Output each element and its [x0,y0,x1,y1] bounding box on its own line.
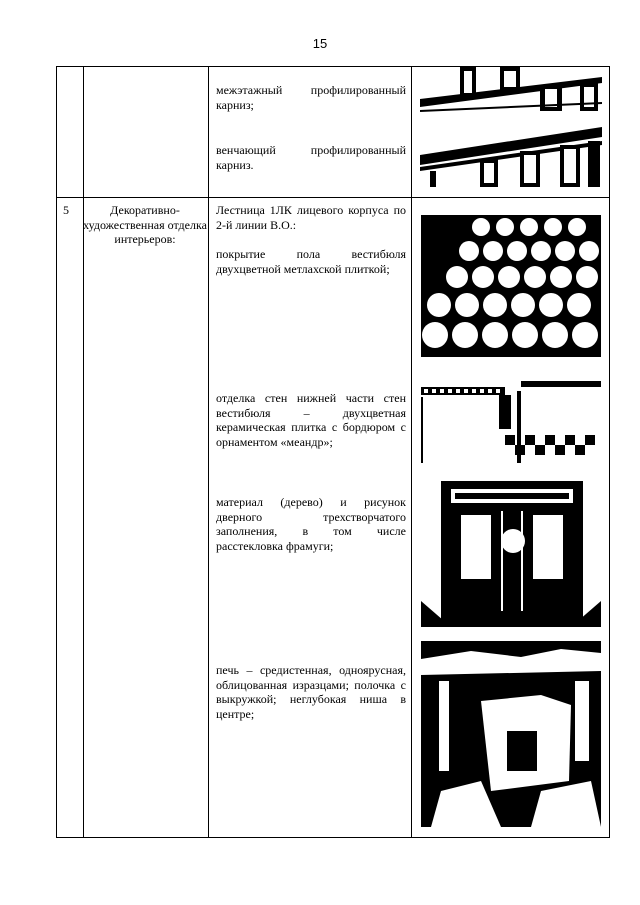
row-divider [57,197,609,198]
photo-interfloor-cornice [420,67,602,113]
item-crowning-cornice: венчающий профилированный карниз. [216,143,406,172]
column-divider [83,67,84,837]
item-wall-tiles: отделка стен нижней части стен вестибюля – двухцветная керамическая плитка с бордюром с орнаментом «меандр»; [216,391,406,449]
monument-table [56,66,610,838]
row-number: 5 [63,203,69,217]
photo-floor-tiles [421,215,601,357]
item-door-filling: материал (дерево) и рисунок дверного трехстворчатого заполнения, в том числе расстекловка фрамуги; [216,495,406,553]
page-number: 15 [312,36,328,51]
photo-crowning-cornice [420,123,602,187]
photo-stove [421,641,601,827]
item-stove: печь – средистенная, одноярусная, облицованная изразцами; полочка с выкружкой; неглубокая ниша в центре; [216,663,406,721]
column-divider [411,67,412,837]
item-interfloor-cornice: межэтажный профилированный карниз; [216,83,406,112]
item-floor-tiles: покрытие пола вестибюля двухцветной метлахской плиткой; [216,247,406,276]
photo-door-filling [421,481,601,627]
row-category: Декоративно-художественная отделка интерьеров: [83,203,207,246]
photo-wall-tiles [421,375,601,463]
row-heading: Лестница 1ЛК лицевого корпуса по 2-й линии В.О.: [216,203,406,232]
column-divider [208,67,209,837]
